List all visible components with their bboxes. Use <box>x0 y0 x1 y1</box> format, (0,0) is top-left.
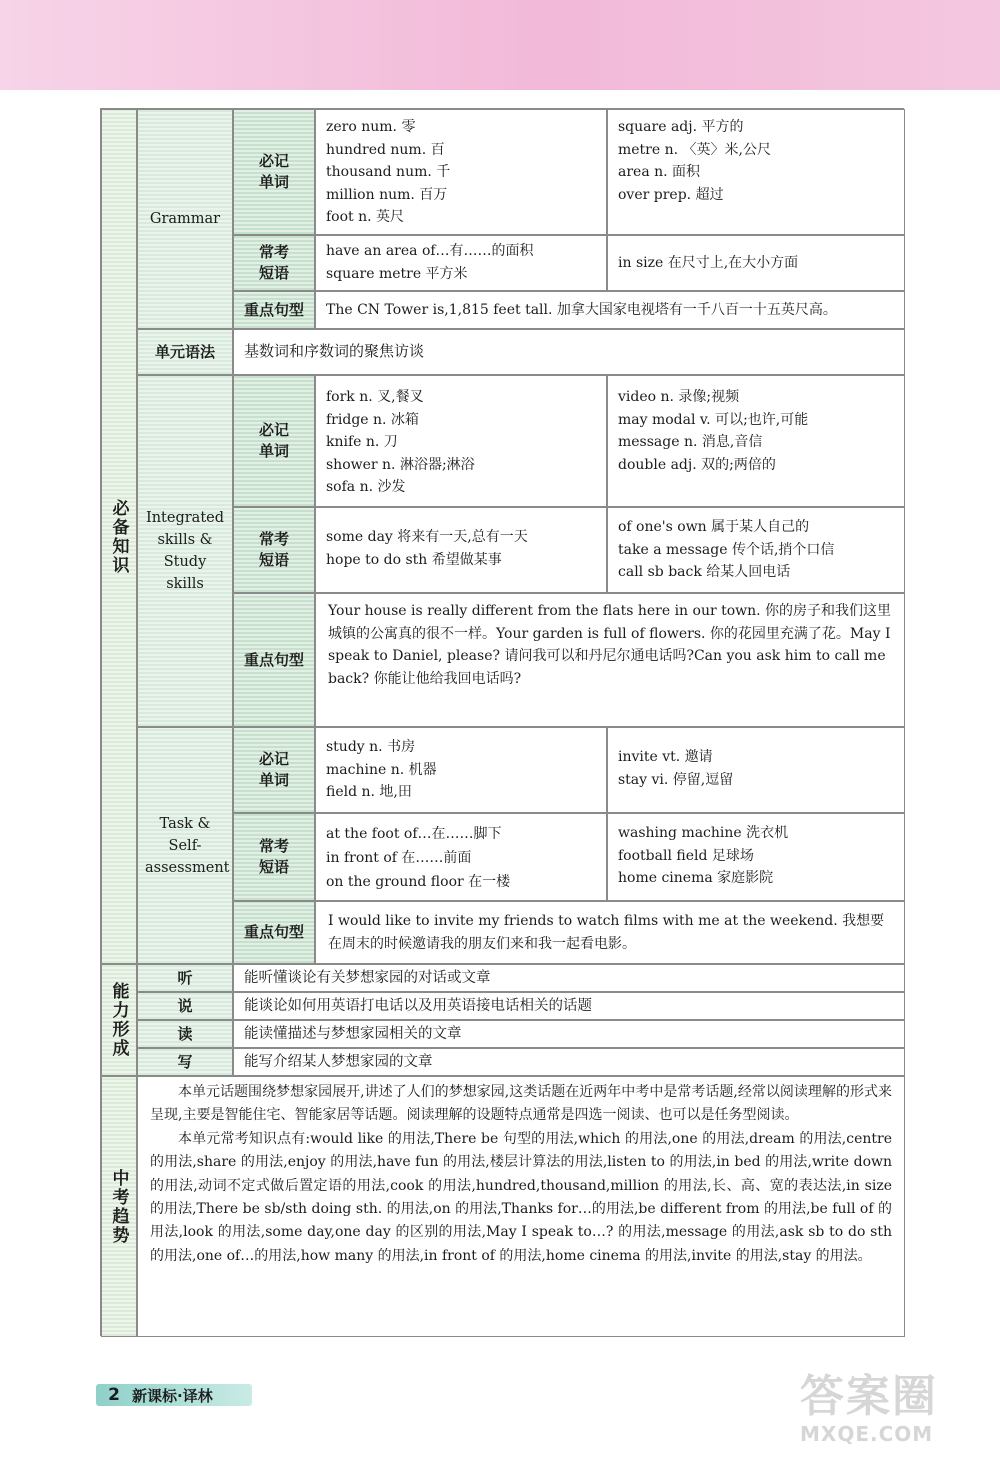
ability-label-text: 听 <box>177 968 193 987</box>
phrase-item: some day 将来有一天,总有一天 <box>326 529 528 545</box>
ability-label-text: 读 <box>177 1024 193 1043</box>
sidebar-trend-label: 中考趋势 <box>108 1168 129 1245</box>
integrated-phrases-left <box>315 507 607 593</box>
label-words <box>233 109 315 235</box>
grammar-words-left <box>315 109 607 235</box>
label-sentence <box>233 901 315 964</box>
word-item: stay vi. 停留,逗留 <box>618 771 734 788</box>
phrase-item: on the ground floor 在一楼 <box>326 874 511 890</box>
word-item: machine n. 机器 <box>326 761 437 778</box>
grammar-phrases-right <box>607 235 905 291</box>
sidebar-ability <box>101 964 137 1076</box>
ability-text-content: 能听懂谈论有关梦想家园的对话或文章 <box>244 970 491 986</box>
word-item: invite vt. 邀请 <box>618 749 713 765</box>
label-words-text: 必记单词 <box>258 152 289 191</box>
ability-text-content: 能读懂描述与梦想家园相关的文章 <box>244 1026 462 1042</box>
integrated-phrases-right <box>607 507 905 593</box>
ability-text <box>233 1048 905 1076</box>
sentence-item: The CN Tower is,1,815 feet tall. 加拿大国家电视塔有一千八百一十五英尺高。 <box>326 302 837 318</box>
label-words <box>233 727 315 813</box>
page-number: 2 <box>108 1385 120 1405</box>
ability-text <box>233 964 905 992</box>
word-item: over prep. 超过 <box>618 186 724 203</box>
phrase-item: at the foot of…在……脚下 <box>326 826 502 842</box>
word-item: sofa n. 沙发 <box>326 479 406 496</box>
label-sentence-text: 重点句型 <box>243 300 304 319</box>
ability-label <box>137 1048 233 1076</box>
phrase-item: in size 在尺寸上,在大小方面 <box>618 254 799 271</box>
phrase-item: of one's own 属于某人自己的 <box>618 519 810 535</box>
unit-grammar-content: 基数词和序数词的聚焦访谈 <box>244 342 425 360</box>
phrase-item: square metre 平方米 <box>326 265 468 282</box>
phrase-item: football field 足球场 <box>618 847 754 864</box>
phrase-item: home cinema 家庭影院 <box>618 870 774 887</box>
word-item: million num. 百万 <box>326 186 448 203</box>
label-sentence-text: 重点句型 <box>243 923 304 941</box>
word-item: video n. 录像;视频 <box>618 389 740 405</box>
summary-table <box>100 108 904 1336</box>
task-words-right <box>607 727 905 813</box>
task-phrases-right <box>607 813 905 901</box>
watermark-line1: 答案圈 <box>800 1371 938 1422</box>
section-grammar <box>137 109 233 329</box>
sidebar-ability-label: 能力形成 <box>108 982 129 1058</box>
grammar-phrases-left <box>315 235 607 291</box>
word-item: knife n. 刀 <box>326 434 398 451</box>
sentence-item: I would like to invite my friends to watch films with me at the weekend. 我想要在周末的时候邀请我的朋友们来和我一起看电影。 <box>328 913 885 952</box>
series-name: 新课标·译林 <box>132 1386 213 1405</box>
label-phrases-text: 常考短语 <box>258 837 289 876</box>
section-integrated-title: Integrated skills & Study skills <box>145 510 225 592</box>
task-phrases-left <box>315 813 607 901</box>
grammar-words-right <box>607 109 905 235</box>
word-item: thousand num. 千 <box>326 164 451 181</box>
phrase-item: in front of 在……前面 <box>326 850 472 866</box>
ability-text <box>233 992 905 1020</box>
phrase-item: call sb back 给某人回电话 <box>618 564 791 581</box>
word-item: field n. 地,田 <box>326 784 412 801</box>
trend-text <box>137 1076 905 1337</box>
word-item: shower n. 淋浴器;淋浴 <box>326 456 475 473</box>
section-grammar-title: Grammar <box>149 211 221 227</box>
label-sentence <box>233 593 315 727</box>
watermark-line2: MXQE.COM <box>800 1422 934 1446</box>
label-words <box>233 375 315 507</box>
word-item: may modal v. 可以;也许,可能 <box>618 411 809 428</box>
label-words-text: 必记单词 <box>258 421 289 460</box>
task-words-left <box>315 727 607 813</box>
word-item: area n. 面积 <box>618 164 701 181</box>
phrase-item: take a message 传个话,捎个口信 <box>618 541 835 558</box>
word-item: double adj. 双的;两倍的 <box>618 456 776 473</box>
unit-grammar-label <box>137 329 233 375</box>
integrated-words-right <box>607 375 905 507</box>
footer-tab <box>96 1384 252 1406</box>
ability-label-text: 写 <box>177 1052 193 1071</box>
label-sentence-text: 重点句型 <box>243 650 304 669</box>
word-item: study n. 书房 <box>326 739 416 755</box>
sidebar-trend <box>101 1076 137 1337</box>
ability-label-text: 说 <box>177 996 193 1015</box>
phrase-item: hope to do sth 希望做某事 <box>326 551 502 568</box>
word-item: fridge n. 冰箱 <box>326 411 419 428</box>
ability-text-content: 能写介绍某人梦想家园的文章 <box>244 1054 433 1070</box>
label-sentence <box>233 291 315 329</box>
task-sentence <box>315 901 905 964</box>
section-task <box>137 727 233 964</box>
word-item: fork n. 叉,餐叉 <box>326 389 424 405</box>
grammar-sentence <box>315 291 905 329</box>
label-phrases <box>233 507 315 593</box>
label-phrases <box>233 813 315 901</box>
unit-grammar-label-text: 单元语法 <box>154 342 215 361</box>
watermark-logo <box>800 1372 990 1458</box>
word-item: zero num. 零 <box>326 119 416 135</box>
unit-grammar-text <box>233 329 905 375</box>
integrated-words-left <box>315 375 607 507</box>
sidebar-knowledge <box>101 109 137 964</box>
integrated-sentences <box>315 593 905 727</box>
sentence-item: Your house is really different from the flats here in our town. 你的房子和我们这里城镇的公寓真的很不一样。Your garden is full of flowers. 你的花园里充满了花。May I speak to Daniel, please? 请问我可以和丹尼尔通电话吗?Can you ask him to call me back? 你能让他给我回电话吗? <box>328 603 892 687</box>
trend-paragraph: 本单元话题围绕梦想家园展开,讲述了人们的梦想家园,这类话题在近两年中考中是常考话题,经常以阅读理解的形式来呈现,主要是智能住宅、智能家居等话题。阅读理解的设题特点通常是四选一阅读、也可以是任务型阅读。 <box>150 1084 892 1124</box>
phrase-item: washing machine 洗衣机 <box>618 825 789 841</box>
ability-label <box>137 992 233 1020</box>
label-words-text: 必记单词 <box>258 750 289 789</box>
ability-label <box>137 964 233 992</box>
section-task-title: Task & Self-assessment <box>145 815 230 876</box>
phrase-item: have an area of…有……的面积 <box>326 243 534 259</box>
section-integrated <box>137 375 233 727</box>
ability-label <box>137 1020 233 1048</box>
ability-text <box>233 1020 905 1048</box>
word-item: metre n. 〈英〉米,公尺 <box>618 141 771 158</box>
word-item: message n. 消息,音信 <box>618 434 763 451</box>
word-item: hundred num. 百 <box>326 141 445 158</box>
label-phrases-text: 常考短语 <box>258 530 289 569</box>
label-phrases <box>233 235 315 291</box>
top-color-band <box>0 0 1000 90</box>
ability-text-content: 能谈论如何用英语打电话以及用英语接电话相关的话题 <box>244 998 592 1014</box>
sidebar-knowledge-label: 必备知识 <box>108 498 129 575</box>
word-item: foot n. 英尺 <box>326 209 405 226</box>
label-phrases-text: 常考短语 <box>258 243 289 282</box>
trend-paragraph: 本单元常考知识点有:would like 的用法,There be 句型的用法,which 的用法,one 的用法,dream 的用法,centre 的用法,share 的用法,enjoy 的用法,have fun 的用法,楼层计算法的用法,listen to 的用法,in bed 的用法,write down 的用法,动词不定式做后置定语的用法,cook 的用法,hundred,thousand,million 的用法,长、高、宽的表达法,in size 的用法,There be sb/sth doing sth. 的用法,on 的用法,Thanks for…的用法,be different from 的用法,be full of 的用法,look 的用法,some day,one day 的区别的用法,May I speak to…? 的用法,message 的用法,ask sb to do sth 的用法,one of…的用法,how many 的用法,in front of 的用法,home cinema 的用法,invite 的用法,stay 的用法。 <box>150 1130 892 1264</box>
word-item: square adj. 平方的 <box>618 119 744 135</box>
